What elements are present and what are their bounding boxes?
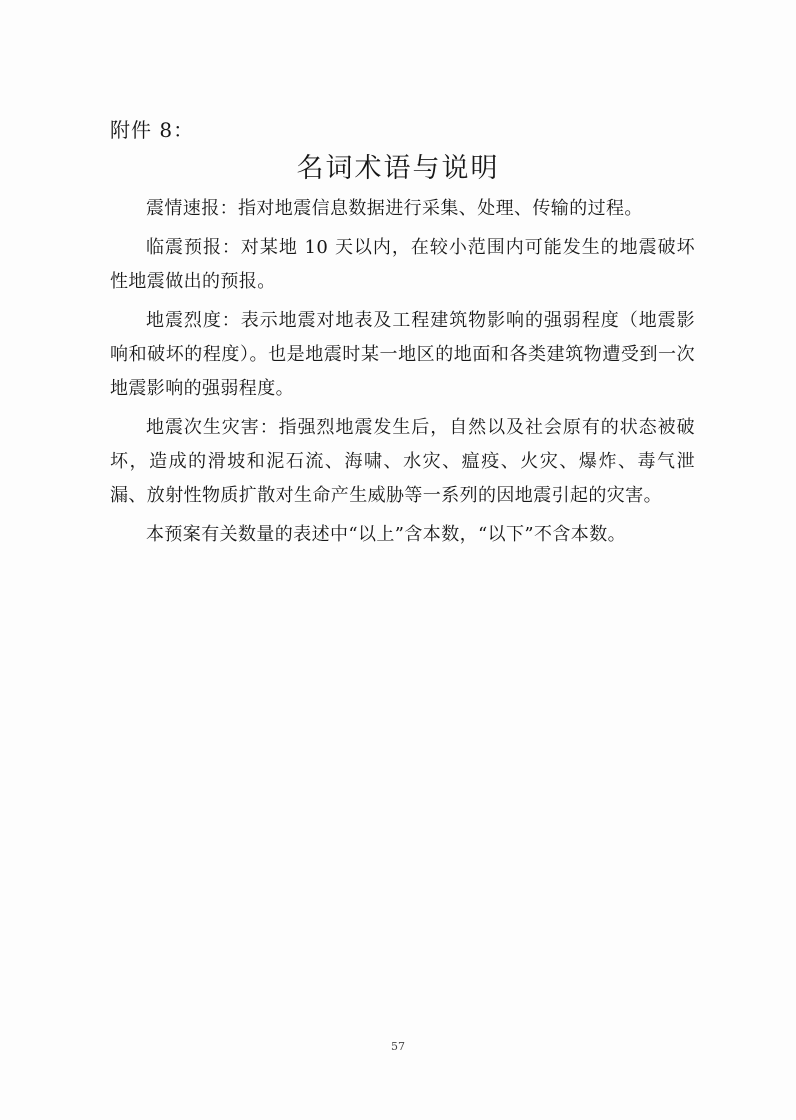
paragraph-secondary-disasters: 地震次生灾害：指强烈地震发生后，自然以及社会原有的状态被破坏，造成的滑坡和泥石流、海啸、水灾、瘟疫、火灾、爆炸、毒气泄漏、放射性物质扩散对生命产生威胁等一系列的因地震引起的灾害。 (110, 417, 695, 506)
paragraph-imminent-earthquake-forecast: 临震预报：对某地 10 天以内，在较小范围内可能发生的地震破坏性地震做出的预报。 (110, 237, 695, 292)
paragraph-earthquake-quick-report: 震情速报：指对地震信息数据进行采集、处理、传输的过程。 (146, 198, 643, 219)
attachment-label: 附件 8： (110, 118, 195, 142)
paragraph-quantity-note: 本预案有关数量的表述中“以上”含本数，“以下”不含本数。 (146, 524, 627, 545)
page-title: 名词术语与说明 (296, 153, 500, 184)
body-text (110, 192, 695, 556)
paragraph-seismic-intensity: 地震烈度：表示地震对地表及工程建筑物影响的强弱程度（地震影响和破坏的程度）。也是地震时某一地区的地面和各类建筑物遭受到一次地震影响的强弱程度。 (110, 310, 695, 399)
page-number: 57 (391, 1040, 405, 1053)
